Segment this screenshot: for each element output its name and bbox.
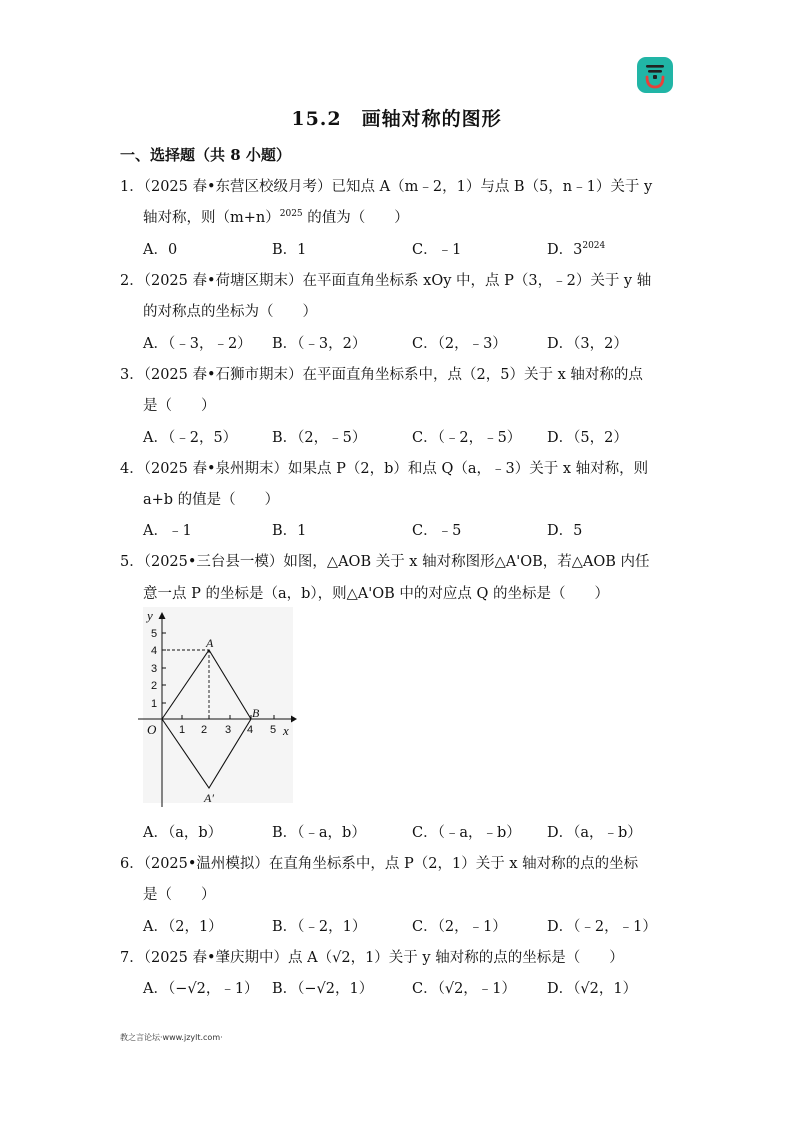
page-title: 15.2 画轴对称的图形 <box>291 108 502 130</box>
question-3-option-c: C．（﹣2，﹣5） <box>412 430 522 446</box>
x-tick-label: 1 <box>179 724 186 736</box>
question-6-option-d: D．（﹣2，﹣1） <box>547 919 657 935</box>
question-5-option-b: B．（﹣a，b） <box>272 825 366 841</box>
question-3-option-a: A．（﹣2，5） <box>143 430 238 446</box>
question-5-option-c: C．（﹣a，﹣b） <box>412 825 521 841</box>
question-5-line-1: 5．（2025•三台县一模）如图，△AOB 关于 x 轴对称图形△A'OB，若△AOB 内任 <box>120 554 650 570</box>
question-2-option-c: C．（2，﹣3） <box>412 336 507 352</box>
question-7-option-a: A．（−√2，﹣1） <box>143 981 259 997</box>
question-3-option-d: D．（5，2） <box>547 430 628 446</box>
question-1-option-b: B．1 <box>272 242 307 258</box>
question-7-option-c: C．（√2，﹣1） <box>412 981 517 997</box>
question-5-option-d: D．（a，﹣b） <box>547 825 642 841</box>
point-a-prime-label: A′ <box>204 791 214 805</box>
question-1-line-2-tail: 的值为（ ） <box>307 210 409 226</box>
question-1-line-2 <box>143 206 409 227</box>
question-6-option-c: C．（2，﹣1） <box>412 919 507 935</box>
y-axis-label: y <box>147 608 153 623</box>
point-b-label: B <box>252 706 260 720</box>
question-4-option-d: D．5 <box>547 523 583 539</box>
question-7-line-1: 7．（2025 春•肇庆期中）点 A（√2，1）关于 y 轴对称的点的坐标是（ ） <box>120 950 624 966</box>
x-tick-label: 2 <box>201 724 208 736</box>
question-1-line-2-text: 轴对称，则（m+n） <box>143 210 280 226</box>
question-6-line-2: 是（ ） <box>143 887 216 903</box>
question-1-exponent: 2025 <box>279 209 303 219</box>
question-1-option-d-base: D．3 <box>547 242 583 258</box>
y-tick-label: 4 <box>151 645 158 657</box>
question-3-line-1: 3．（2025 春•石狮市期末）在平面直角坐标系中，点（2，5）关于 x 轴对称的点 <box>120 367 643 383</box>
question-5-option-a: A．（a，b） <box>143 825 223 841</box>
question-2-option-b: B．（﹣3，2） <box>272 336 367 352</box>
question-6-option-b: B．（﹣2，1） <box>272 919 367 935</box>
question-4-line-2: a+b 的值是（ ） <box>143 492 280 508</box>
question-4-option-a: A．﹣1 <box>143 523 192 539</box>
question-3-option-b: B．（2，﹣5） <box>272 430 367 446</box>
question-2-line-1: 2．（2025 春•荷塘区期末）在平面直角坐标系 xOy 中，点 P（3，﹣2）关于 y 轴 <box>120 273 652 289</box>
question-2-option-d: D．（3，2） <box>547 336 628 352</box>
coordinate-figure <box>133 607 298 807</box>
question-7-option-d: D．（√2，1） <box>547 981 638 997</box>
y-tick-label: 2 <box>151 680 158 692</box>
y-tick-label: 1 <box>151 698 158 710</box>
question-1-option-c: C．﹣1 <box>412 242 462 258</box>
question-2-line-2: 的对称点的坐标为（ ） <box>143 304 317 320</box>
question-4-line-1: 4．（2025 春•泉州期末）如果点 P（2，b）和点 Q（a，﹣3）关于 x 轴对称，则 <box>120 461 649 477</box>
question-2-option-a: A．（﹣3，﹣2） <box>143 336 252 352</box>
x-axis-label: x <box>283 723 289 738</box>
speech-logo-icon <box>637 57 673 93</box>
question-6-line-1: 6．（2025•温州模拟）在直角坐标系中，点 P（2，1）关于 x 轴对称的点的坐标 <box>120 856 639 872</box>
y-tick-label: 3 <box>151 663 158 675</box>
question-7-option-b: B．（−√2，1） <box>272 981 374 997</box>
x-tick-label: 5 <box>270 724 277 736</box>
page-footer: 教之言论坛·www.jzylt.com· <box>120 1033 223 1042</box>
y-tick-label: 5 <box>151 628 158 640</box>
question-1-option-a: A．0 <box>143 242 178 258</box>
question-5-line-2: 意一点 P 的坐标是（a，b），则△A'OB 中的对应点 Q 的坐标是（ ） <box>143 586 610 602</box>
question-1-line-1: 1．（2025 春•东营区校级月考）已知点 A（m﹣2，1）与点 B（5，n﹣1）关于 y <box>120 179 653 195</box>
question-1-option-d <box>547 238 605 259</box>
question-1-option-d-exponent: 2024 <box>582 241 606 251</box>
x-tick-label: 3 <box>225 724 232 736</box>
question-6-option-a: A．（2，1） <box>143 919 223 935</box>
question-3-line-2: 是（ ） <box>143 398 216 414</box>
section-heading: 一、选择题（共 8 小题） <box>120 146 291 164</box>
question-4-option-b: B．1 <box>272 523 307 539</box>
question-4-option-c: C．﹣5 <box>412 523 462 539</box>
x-tick-label: 4 <box>247 724 254 736</box>
origin-label: O <box>147 722 157 737</box>
point-a-label: A <box>206 636 214 650</box>
